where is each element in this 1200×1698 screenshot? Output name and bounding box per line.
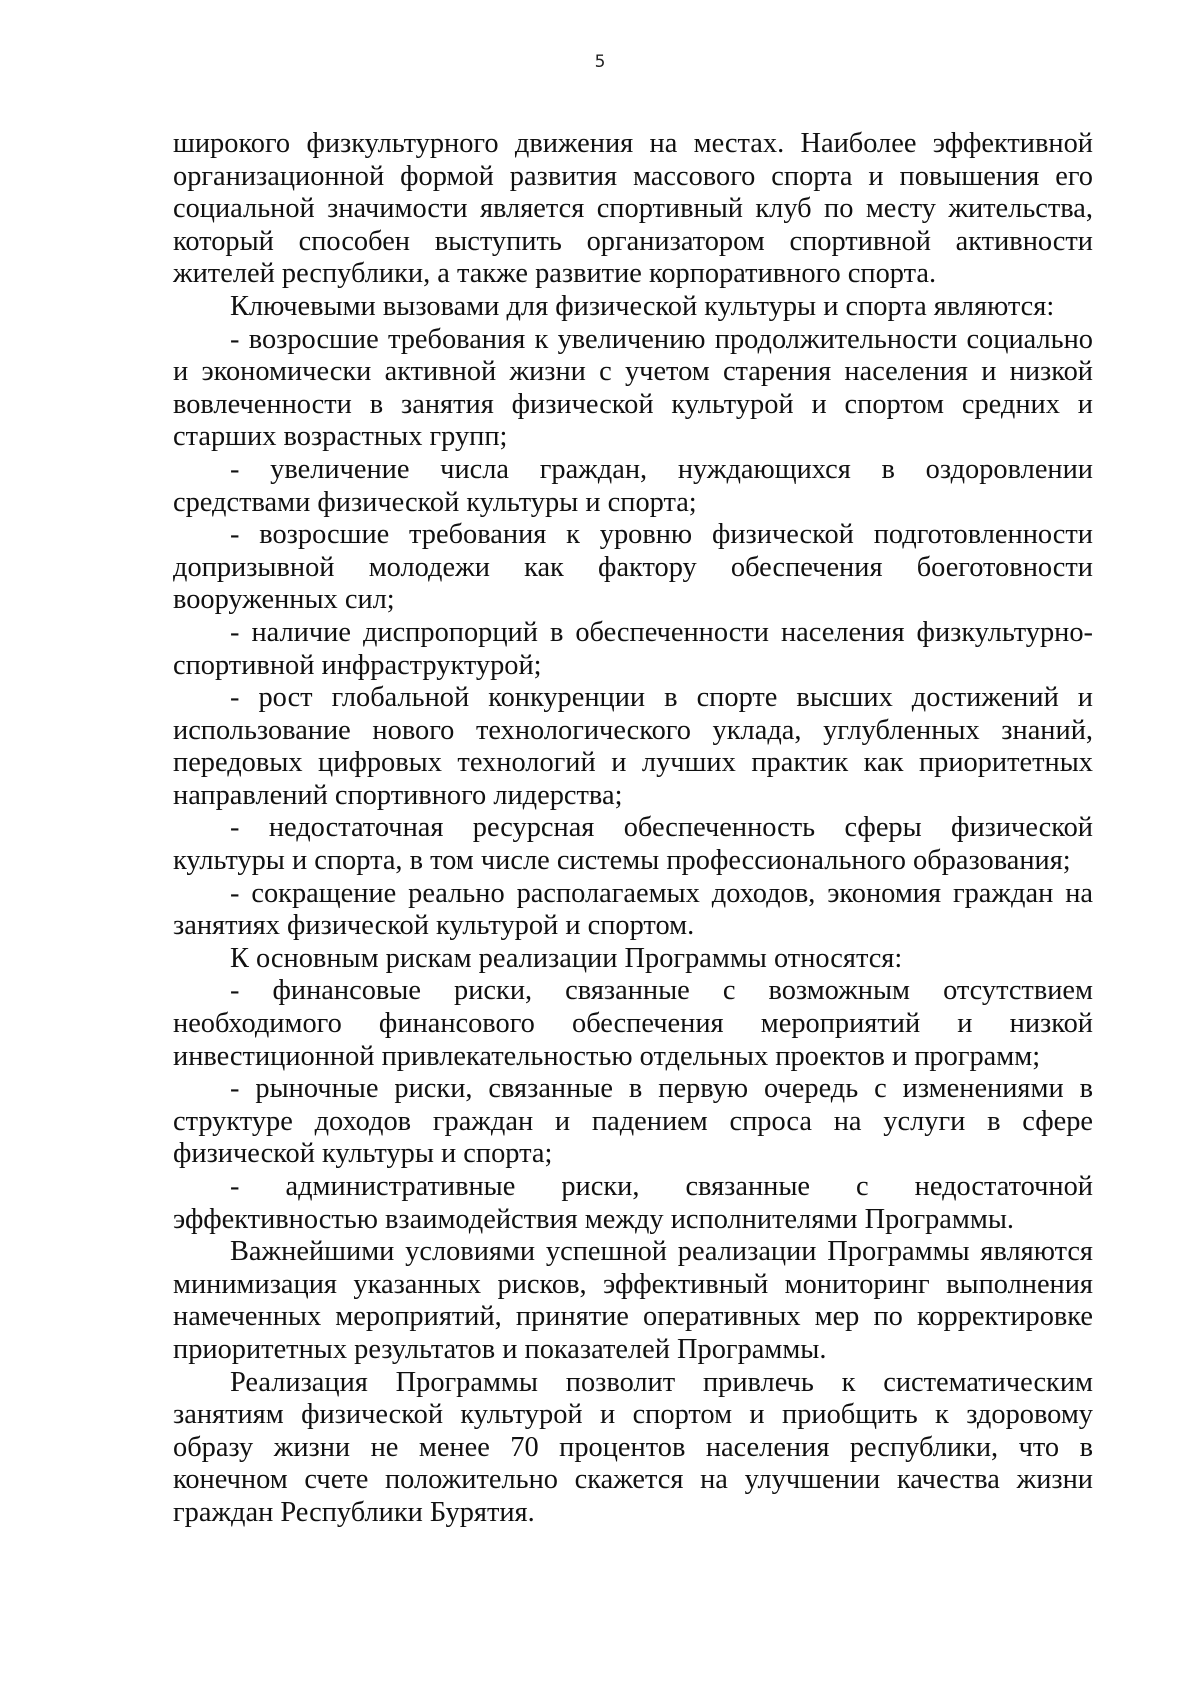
list-item-challenge: - рост глобальной конкуренции в спорте высших достижений и использование нового технологического уклада, углубленных знаний, передовых цифровых технологий и лучших практик как приоритетных направлений спортивного лидерства; xyxy=(173,682,1093,811)
list-item-challenge: - возросшие требования к увеличению продолжительности социально и экономически активной жизни с учетом старения населения и низкой вовлеченности в занятия физической культурой и спортом средних и старших возрастных групп; xyxy=(173,323,1093,453)
paragraph-success-conditions: Важнейшими условиями успешной реализации Программы являются минимизация указанных рисков, эффективный мониторинг выполнения намеченных мероприятий, принятие оперативных мер по корректировке приоритетных результатов и показателей Программы. xyxy=(173,1236,1093,1365)
list-item-challenge: - сокращение реально располагаемых доходов, экономия граждан на занятиях физической культурой и спортом. xyxy=(173,877,1093,942)
list-item-challenge: - наличие диспропорций в обеспеченности населения физкультурно-спортивной инфраструктурой; xyxy=(173,616,1093,681)
list-item-challenge: - увеличение числа граждан, нуждающихся в оздоровлении средствами физической культуры и спорта; xyxy=(173,453,1093,518)
document-body xyxy=(173,128,1093,1530)
list-item-challenge: - недостаточная ресурсная обеспеченность сферы физической культуры и спорта, в том числе системы профессионального образования; xyxy=(173,812,1093,877)
list-item-risk: - административные риски, связанные с недостаточной эффективностью взаимодействия между исполнителями Программы. xyxy=(173,1171,1093,1235)
paragraph-continuation: широкого физкультурного движения на местах. Наиболее эффективной организационной формой развития массового спорта и повышения его социальной значимости является спортивный клуб по месту жительства, который способен выступить организатором спортивной активности жителей республики, а также развитие корпоративного спорта. xyxy=(173,128,1093,290)
paragraph-risks-intro: К основным рискам реализации Программы относятся: xyxy=(230,942,903,974)
paragraph-challenges-intro: Ключевыми вызовами для физической культуры и спорта являются: xyxy=(230,290,1055,322)
list-item-challenge: - возросшие требования к уровню физической подготовленности допризывной молодежи как фактору обеспечения боеготовности вооруженных сил; xyxy=(173,519,1093,616)
page-number: 5 xyxy=(594,52,606,72)
list-item-risk: - финансовые риски, связанные с возможным отсутствием необходимого финансового обеспечения мероприятий и низкой инвестиционной привлекательностью отдельных проектов и программ; xyxy=(173,975,1093,1072)
list-item-risk: - рыночные риски, связанные в первую очередь с изменениями в структуре доходов граждан и падением спроса на услуги в сфере физической культуры и спорта; xyxy=(173,1073,1093,1170)
paragraph-program-outcome: Реализация Программы позволит привлечь к систематическим занятиям физической культурой и спортом и приобщить к здоровому образу жизни не менее 70 процентов населения республики, что в конечном счете положительно скажется на улучшении качества жизни граждан Республики Бурятия. xyxy=(173,1366,1093,1528)
